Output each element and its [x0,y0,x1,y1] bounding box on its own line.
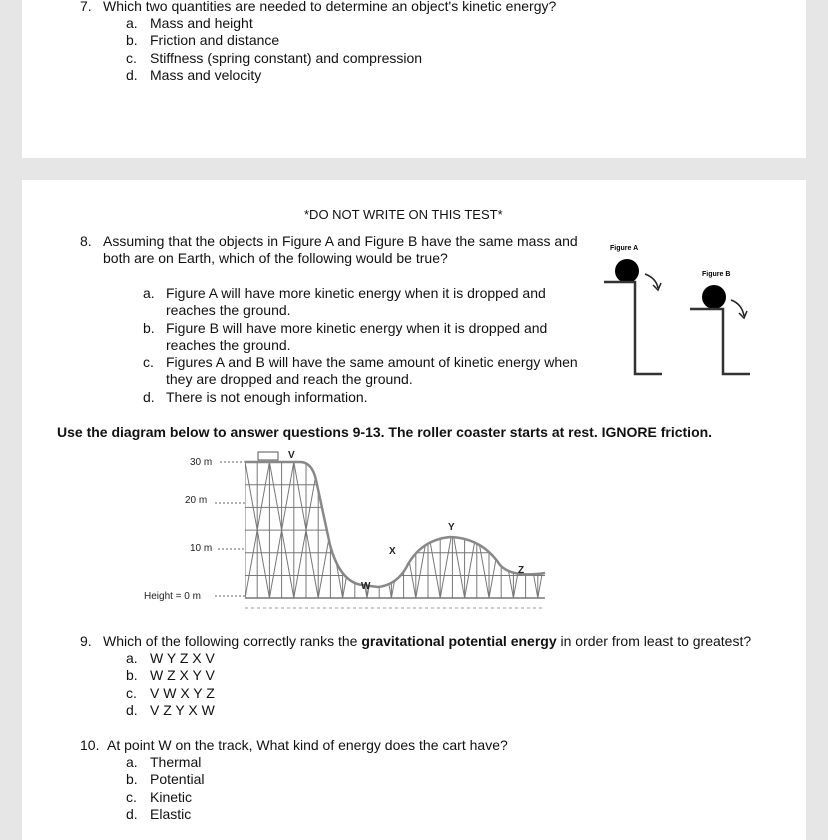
q7-option-letter: d. [126,66,138,83]
point-y: Y [448,522,455,533]
q7-option-text: Mass and velocity [150,66,262,83]
q9-option-text: V W X Y Z [150,684,215,701]
q9-option-text: W Y Z X V [150,650,215,666]
q7-option-letter: b. [126,32,138,49]
point-x: X [389,546,396,557]
diagram-intro: Use the diagram below to answer questions 9-13. The roller coaster starts at rest. IGNORE friction. [57,424,713,440]
q9-text: Which of the following correctly ranks the gravitational potential energy in order from least to greatest? [103,633,752,649]
cart [258,452,278,460]
q9-option-letter: a. [126,650,138,666]
q8-option-text-cont: they are dropped and reach the ground. [166,371,413,388]
q10-option-text: Thermal [150,754,202,770]
q8-option-letter: d. [143,388,155,405]
q7-option-letter: a. [126,15,138,31]
q8-option-letter: b. [143,319,155,336]
q10-option-letter: b. [126,771,138,788]
q10-option-text: Elastic [150,805,192,822]
q7-option-letter: c. [126,49,137,66]
q8-option-text: There is not enough information. [166,388,368,405]
q8-option-text: Figures A and B will have the same amount of kinetic energy when [166,354,578,371]
q10-option-letter: a. [126,754,138,770]
q10-text: At point W on the track, What kind of energy does the cart have? [107,737,508,753]
height-20: 20 m [185,495,208,506]
q9-option-letter: b. [126,667,138,684]
q9-number: 9. [80,633,92,649]
figure-b-label: Figure B [702,271,731,278]
q8-option-text-cont: reaches the ground. [166,302,291,318]
q8-option-text: Figure A will have more kinetic energy when it is dropped and [166,285,546,301]
q8-option-text-cont: reaches the ground. [166,336,291,353]
q9-option-letter: c. [126,684,137,701]
q10-option-letter: d. [126,805,138,822]
notice: *DO NOT WRITE ON THIS TEST* [304,207,503,222]
q10-option-letter: c. [126,788,137,805]
q8-option-letter: a. [143,285,155,301]
height-30: 30 m [190,457,213,468]
q7-text: Which two quantities are needed to determine an object's kinetic energy? [103,0,557,14]
height-10: 10 m [190,543,213,554]
q8-option-letter: c. [143,354,154,371]
point-v: V [288,450,295,461]
q8-text-1: Assuming that the objects in Figure A and Figure B have the same mass and [103,233,578,249]
height-0: Height = 0 m [144,591,201,602]
q10-option-text: Potential [150,771,205,788]
q10-option-text: Kinetic [150,788,193,805]
q8-text-2: both are on Earth, which of the following would be true? [103,250,448,266]
q7-option-text: Friction and distance [150,32,280,49]
q9-option-letter: d. [126,701,138,718]
point-z: Z [518,565,525,576]
q7-option-text: Mass and height [150,15,253,31]
q8-number: 8. [80,233,92,249]
point-w: W [361,581,371,592]
q7-number: 7. [80,0,92,14]
q10-number: 10. [80,737,100,753]
q9-option-text: W Z X Y V [150,667,215,684]
q9-option-text: V Z Y X W [150,701,215,718]
figure-a-label: Figure A [610,245,639,252]
q7-option-text: Stiffness (spring constant) and compression [150,49,423,66]
q8-option-text: Figure B will have more kinetic energy when it is dropped and [166,319,548,336]
